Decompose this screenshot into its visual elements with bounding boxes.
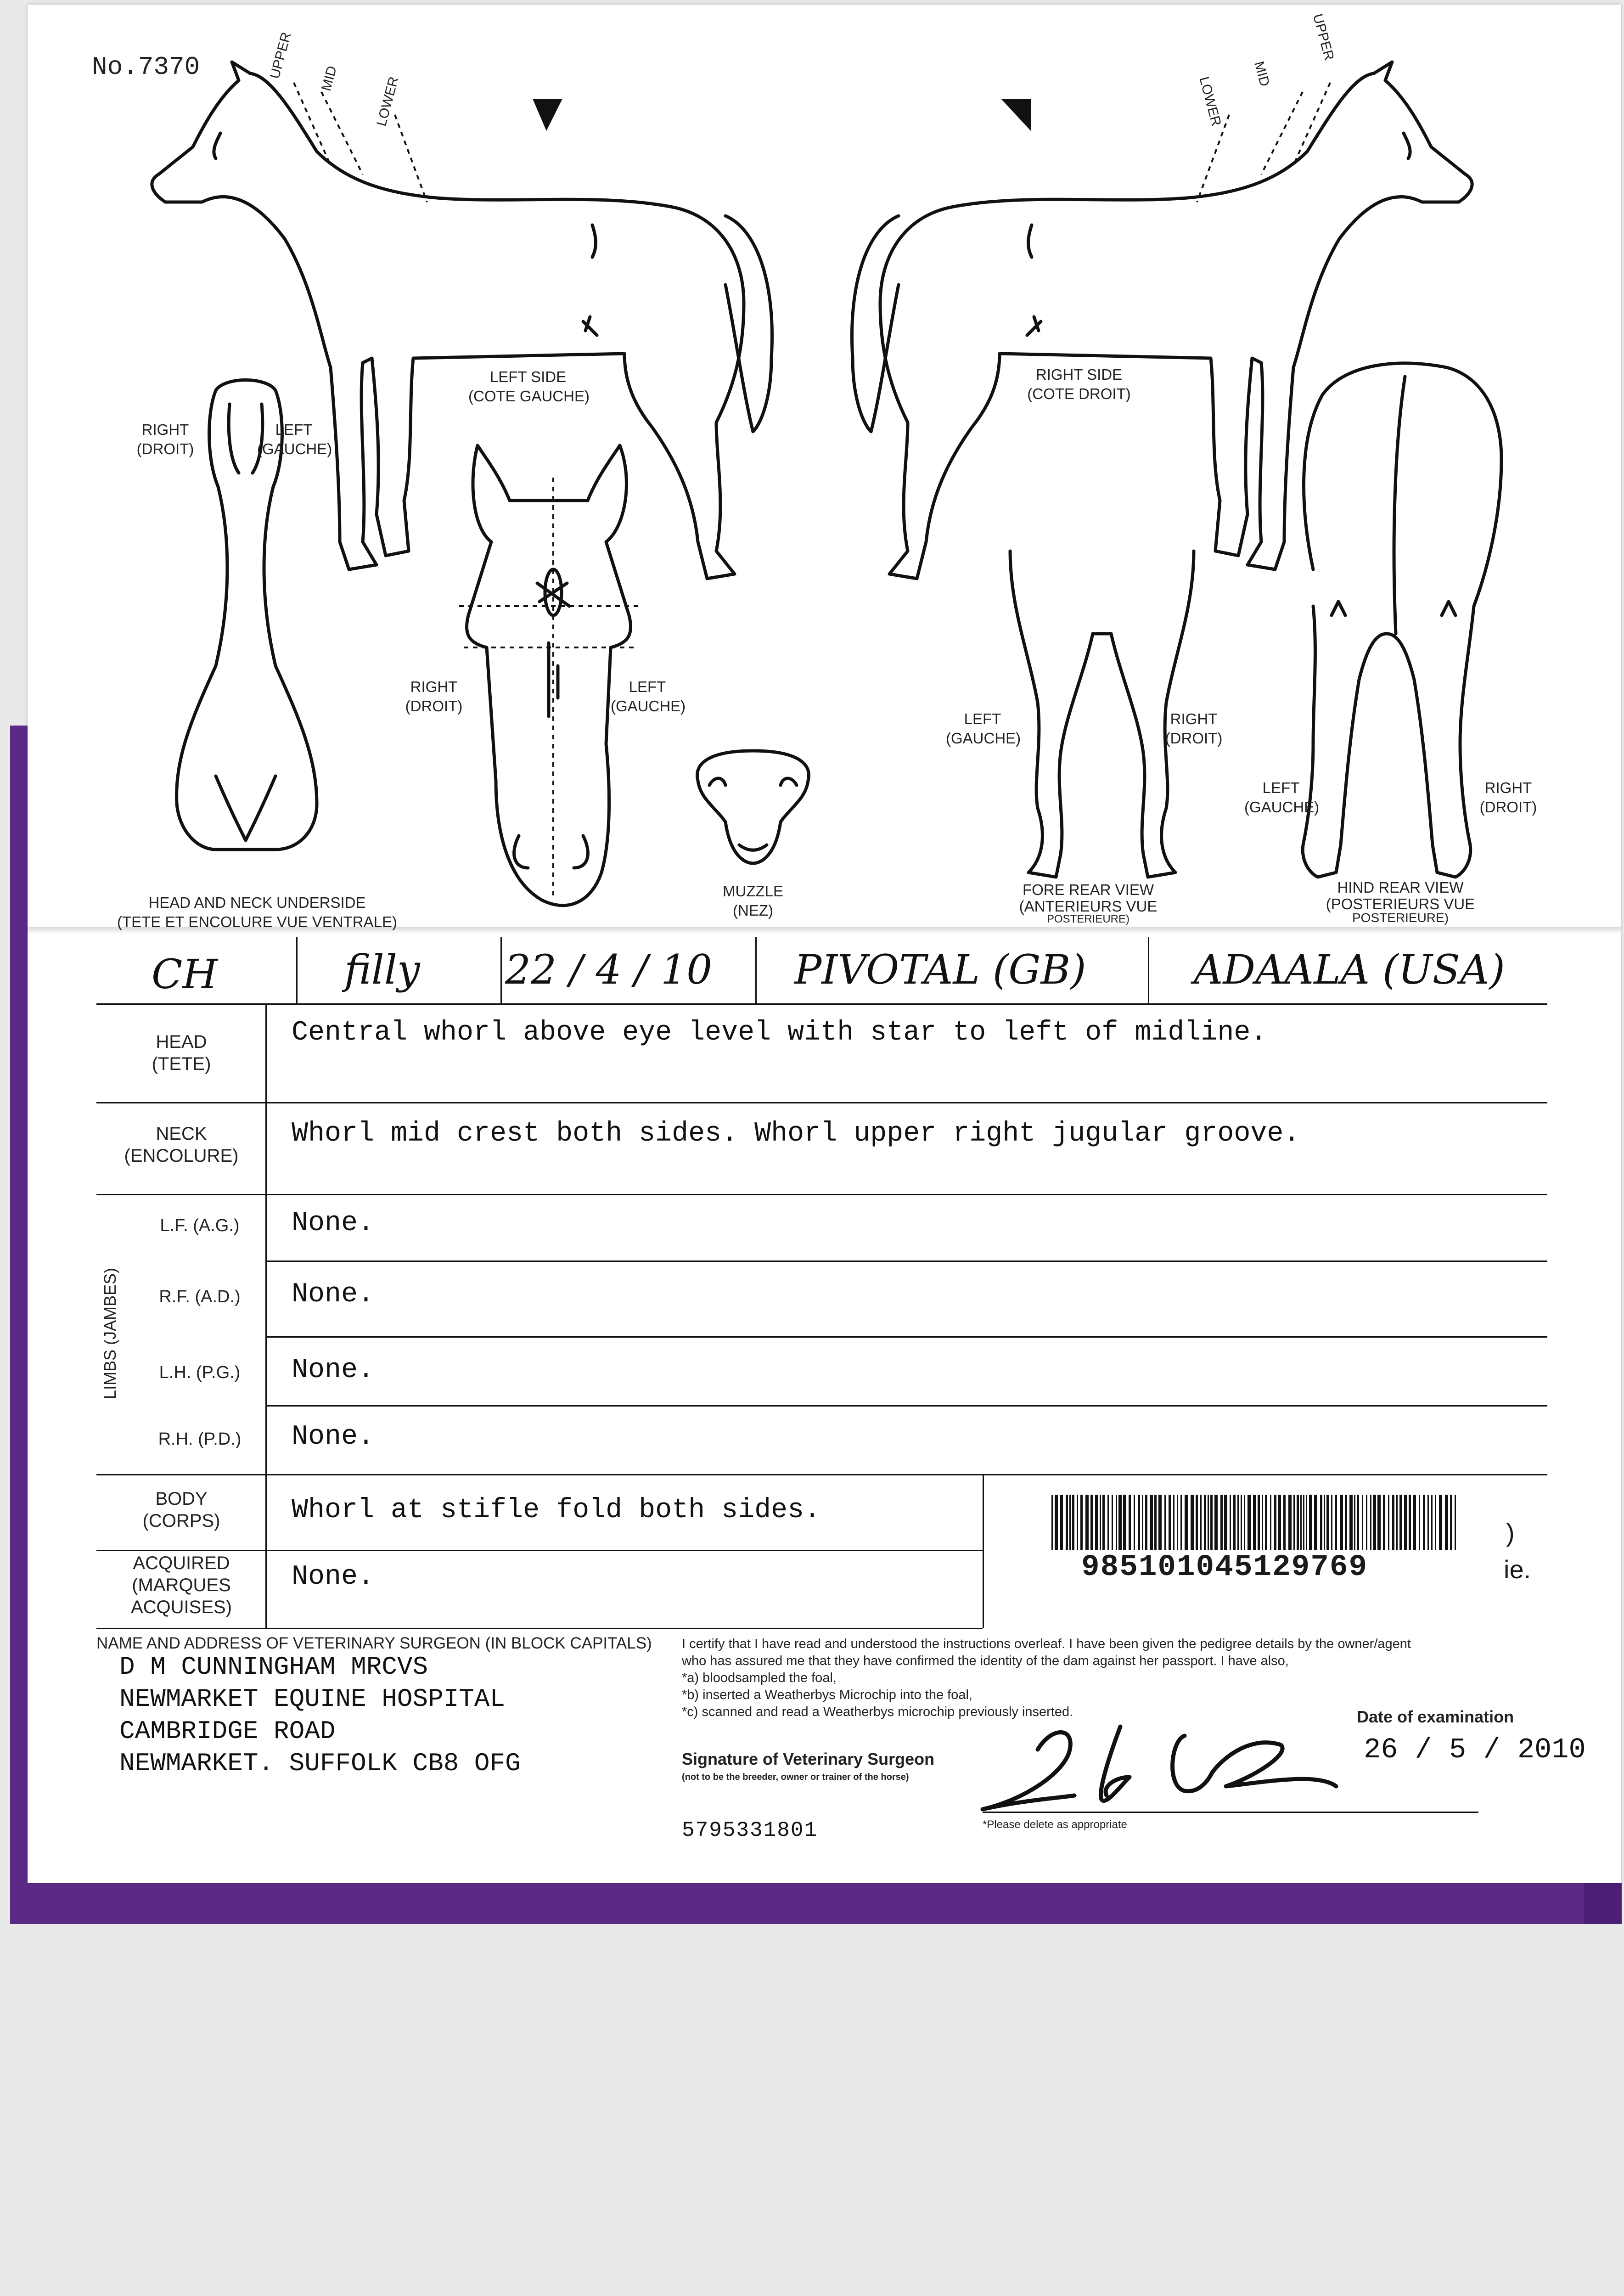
table-row-rule [96,1102,1547,1103]
label-face-right [402,677,466,716]
barcode-bar [1107,1495,1109,1550]
barcode-bar [1409,1495,1411,1550]
label-hind-rear-fr2: POSTERIEURE) [1352,911,1449,925]
signature-line [983,1812,1478,1813]
neck-marking: Whorl mid crest both sides. Whorl upper right jugular groove. [292,1118,1300,1149]
identity-divider [296,937,298,1003]
vet-address-line3: CAMBRIDGE ROAD [119,1716,336,1746]
date-of-birth-value: 22 / 4 / 10 [505,946,713,993]
barcode-bar [1377,1495,1381,1550]
vet-address-line2: NEWMARKET EQUINE HOSPITAL [119,1684,506,1714]
barcode-bar [1423,1495,1425,1550]
barcode-bar [1357,1495,1359,1550]
lf-label: L.F. (A.G.) [160,1216,240,1235]
barcode-bar [1340,1495,1343,1550]
certify-line3: *a) bloodsampled the foal, [682,1671,837,1685]
barcode-bar [1210,1495,1213,1550]
acquired-label-en: ACQUIRED [133,1553,230,1573]
barcode-bar [1154,1495,1157,1550]
barcode-bar [1060,1495,1063,1550]
label-underside-left [257,420,331,459]
barcode-bar [1335,1495,1337,1550]
barcode-bar [1370,1495,1371,1550]
barcode-bar [1354,1495,1355,1550]
date-of-examination-value: 26 / 5 / 2010 [1364,1733,1586,1766]
barcode-bar [1253,1495,1256,1550]
label-muzzle-en: MUZZLE [723,883,783,900]
label-right-fr: (DROIT) [1165,730,1223,747]
label-hind-rear-en: HIND REAR VIEW [1337,879,1464,896]
vet-name: D M CUNNINGHAM MRCVS [119,1652,428,1682]
barcode-bar [1066,1495,1068,1550]
identity-divider [755,937,757,1003]
barcode-bar [1297,1495,1299,1550]
serial-number: 5795331801 [682,1818,818,1842]
barcode-bar [1055,1495,1058,1550]
label-right-side-en: RIGHT SIDE [1035,366,1123,383]
head-label-fr: (TETE) [152,1054,211,1074]
barcode-bar [1366,1495,1367,1550]
barcode-bar [1051,1495,1053,1550]
label-left-en: LEFT [964,710,1001,727]
barcode-bar [1331,1495,1332,1550]
label-hind-right [1476,778,1540,817]
muzzle-outline [697,751,809,863]
label-right-en: RIGHT [410,678,458,695]
acquired-label-fr2: ACQUISES) [130,1597,232,1617]
label-muzzle-fr: (NEZ) [733,902,773,919]
microchip-trailing-text: ie. [1504,1555,1531,1584]
table-row-rule [96,1550,983,1551]
certify-line2: who has assured me that they have confirmed the identity of the dam against her passport. I have also, [682,1654,1289,1668]
label-left-side [468,367,588,406]
barcode-bar [1164,1495,1166,1550]
label-face-left [611,677,684,716]
label-left-fr: (GAUCHE) [257,440,332,457]
barcode-bar [1427,1495,1429,1550]
sire-value: PIVOTAL (GB) [794,946,1086,993]
barcode-bar [1169,1495,1171,1550]
sex-value: filly [344,946,420,993]
right-side-horse-outline [852,62,1472,579]
barcode-bar [1445,1495,1448,1550]
barcode-bar [1237,1495,1239,1550]
barcode-bar [1399,1495,1402,1550]
horse-markings-diagram [0,0,1624,932]
barcode-bar [1450,1495,1452,1550]
vet-address-line4: NEWMARKET. SUFFOLK CB8 OFG [119,1749,521,1778]
label-hind-rear-view [1322,879,1478,923]
label-right-en: RIGHT [1484,779,1532,796]
barcode-bar [1123,1495,1126,1550]
certify-line4: *b) inserted a Weatherbys Microchip into the foal, [682,1688,972,1702]
neck-label-en: NECK [156,1124,207,1144]
table-barcode-divider [983,1474,984,1628]
label-right-fr: (DROIT) [1479,799,1537,816]
vet-heading: NAME AND ADDRESS OF VETERINARY SURGEON (IN BLOCK CAPITALS) [96,1634,652,1652]
lh-marking: None. [292,1355,375,1386]
neck-level-lower-left: LOWER [374,75,402,128]
barcode-bar [1158,1495,1162,1550]
binder-edge-bottom [10,1883,1622,1924]
barcode-bar [1224,1495,1227,1550]
barcode-bar [1283,1495,1286,1550]
barcode-bar [1208,1495,1209,1550]
body-label-en: BODY [155,1489,208,1509]
colour-value: CH [152,951,218,998]
barcode-bar [1142,1495,1143,1550]
label-hind-left [1244,778,1318,817]
label-left-fr: (GAUCHE) [1244,799,1320,816]
table-label-divider [265,1003,267,1628]
barcode-bar [1262,1495,1263,1550]
barcode-bar [1314,1495,1317,1550]
table-row-rule [96,1628,983,1629]
barcode-bar [1274,1495,1276,1550]
barcode-bar [1439,1495,1442,1550]
label-hind-rear-fr: (POSTERIEURS VUE [1326,895,1475,912]
label-right-fr: (DROIT) [405,698,463,715]
limbs-label: LIMBS (JAMBES) [101,1267,119,1400]
dam-value: ADAALA (USA) [1194,946,1505,993]
barcode-bar [1320,1495,1322,1550]
barcode-bar [1072,1495,1074,1550]
signature-label: Signature of Veterinary Surgeon [682,1750,935,1768]
label-right-side [1019,365,1139,404]
label-right-en: RIGHT [1170,710,1218,727]
barcode-bar [1191,1495,1194,1550]
barcode-bar [1345,1495,1347,1550]
barcode-bar [1077,1495,1078,1550]
barcode-bar [1150,1495,1153,1550]
neck-level-lower-right: LOWER [1196,75,1224,128]
label-right-en: RIGHT [141,421,189,438]
lf-marking: None. [292,1208,375,1239]
barcode-bar [1196,1495,1198,1550]
head-label [106,1031,257,1075]
barcode-bar [1085,1495,1089,1550]
barcode-bar [1173,1495,1174,1550]
label-left-en: LEFT [275,421,313,438]
barcode-bar [1404,1495,1407,1550]
acquired-label-fr: (MARQUES [132,1575,231,1595]
barcode-bar [1177,1495,1178,1550]
body-label [106,1488,257,1532]
label-right-side-fr: (COTE DROIT) [1027,385,1131,402]
barcode-bar [1373,1495,1376,1550]
barcode-bar [1419,1495,1420,1550]
head-marking: Central whorl above eye level with star to left of midline. [292,1017,1267,1048]
label-fore-rear-view [1010,882,1166,924]
label-left-en: LEFT [1262,779,1300,796]
barcode-bar [1362,1495,1363,1550]
barcode-bar [1220,1495,1223,1550]
barcode-bar [1383,1495,1385,1550]
neck-level-upper-right: UPPER [1309,12,1337,62]
left-side-horse-outline [152,62,772,579]
label-underside-fr: (TETE ET ENCOLURE VUE VENTRALE) [117,913,397,930]
acquired-marking: None. [292,1561,375,1593]
face-front-outline [466,445,630,906]
barcode-bar [1455,1495,1456,1550]
barcode-bar [1435,1495,1436,1550]
body-marking: Whorl at stifle fold both sides. [292,1495,821,1526]
barcode-bar [1241,1495,1242,1550]
table-row-rule [96,1474,1547,1475]
label-head-neck-underside [115,893,399,932]
label-right-fr: (DROIT) [136,440,194,457]
certify-line5: *c) scanned and read a Weatherbys microchip previously inserted. [682,1705,1073,1719]
barcode-bar [1145,1495,1147,1550]
lh-label: L.H. (P.G.) [159,1363,241,1382]
rf-label: R.F. (A.D.) [159,1287,241,1306]
barcode-bar [1069,1495,1071,1550]
barcode-bar [1134,1495,1135,1550]
label-fore-rear-fr: (ANTERIEURS VUE [1019,898,1158,915]
label-fore-right [1162,709,1226,748]
identity-divider [1148,937,1149,1003]
barcode-bar [1233,1495,1236,1550]
barcode-bar [1118,1495,1122,1550]
barcode-bar [1309,1495,1312,1550]
acquired-label [106,1552,257,1618]
barcode-bar [1288,1495,1292,1550]
neck-level-mid-left: MID [318,64,340,93]
barcode-bar [1090,1495,1093,1550]
barcode-bar [1306,1495,1307,1550]
vet-signature [969,1708,1382,1828]
table-row-rule [96,1194,1547,1195]
label-underside-en: HEAD AND NECK UNDERSIDE [148,894,366,911]
barcode-bar [1200,1495,1202,1550]
barcode-bar [1080,1495,1083,1550]
barcode-bar [1293,1495,1295,1550]
barcode-bar [1185,1495,1188,1550]
date-of-examination-label: Date of examination [1357,1707,1514,1726]
neck-level-upper-left: UPPER [267,30,294,81]
rh-label: R.H. (P.D.) [158,1429,242,1449]
certify-line1: I certify that I have read and understood the instructions overleaf. I have been given the pedigree details by the owner/agent [682,1637,1411,1651]
rh-marking: None. [292,1421,375,1452]
identity-divider [500,937,502,1003]
barcode-bar [1326,1495,1329,1550]
signature-note: (not to be the breeder, owner or trainer of the horse) [682,1772,909,1782]
label-left-side-fr: (COTE GAUCHE) [468,388,590,405]
label-fore-rear-en: FORE REAR VIEW [1022,881,1154,898]
body-label-fr: (CORPS) [142,1511,220,1531]
barcode-bar [1248,1495,1251,1550]
label-fore-rear-fr2: POSTERIEURE) [1046,913,1130,925]
barcode-bar [1413,1495,1416,1550]
label-left-en: LEFT [629,678,666,695]
microchip-number: 985101045129769 [1081,1550,1368,1584]
table-row-rule [265,1336,1547,1338]
head-label-en: HEAD [156,1032,207,1052]
label-left-fr: (GAUCHE) [611,698,686,715]
barcode-bar [1300,1495,1302,1550]
label-fore-left [946,709,1019,748]
neck-level-guides [294,83,1330,900]
barcode-bar [1214,1495,1218,1550]
barcode-bar [1349,1495,1353,1550]
barcode-bar [1129,1495,1131,1550]
barcode-bar [1278,1495,1281,1550]
table-row-rule [265,1405,1547,1407]
barcode-bar [1204,1495,1206,1550]
hind-rear-view-outline [1303,363,1501,877]
barcode-bar [1303,1495,1304,1550]
barcode-bar [1230,1495,1231,1550]
barcode-bar [1258,1495,1260,1550]
passport-number: No.7370 [92,52,200,82]
neck-label [106,1123,257,1167]
barcode-bar [1138,1495,1140,1550]
barcode-bar [1244,1495,1245,1550]
table-row-rule [265,1261,1547,1262]
barcode-bar [1180,1495,1182,1550]
neck-level-mid-right: MID [1251,60,1273,88]
barcode-bar [1396,1495,1398,1550]
barcode-bar [1102,1495,1105,1550]
barcode-bar [1388,1495,1389,1550]
microchip-trailing-mark: ) [1506,1518,1515,1547]
identity-row-rule [96,1003,1547,1005]
neck-label-fr: (ENCOLURE) [124,1146,239,1166]
label-underside-right [133,420,197,459]
label-muzzle [707,882,799,920]
barcode-bar [1100,1495,1101,1550]
rf-marking: None. [292,1279,375,1310]
barcode-bar [1392,1495,1394,1550]
barcode-bar [1116,1495,1117,1550]
barcode-bar [1270,1495,1271,1550]
barcode-bar [1324,1495,1325,1550]
barcode-bar [1095,1495,1098,1550]
barcode-bar [1265,1495,1267,1550]
delete-note: *Please delete as appropriate [983,1818,1127,1831]
microchip-barcode [1051,1495,1465,1554]
barcode-bar [1431,1495,1433,1550]
barcode-bar [1112,1495,1113,1550]
label-left-side-en: LEFT SIDE [489,368,567,385]
label-left-fr: (GAUCHE) [946,730,1021,747]
